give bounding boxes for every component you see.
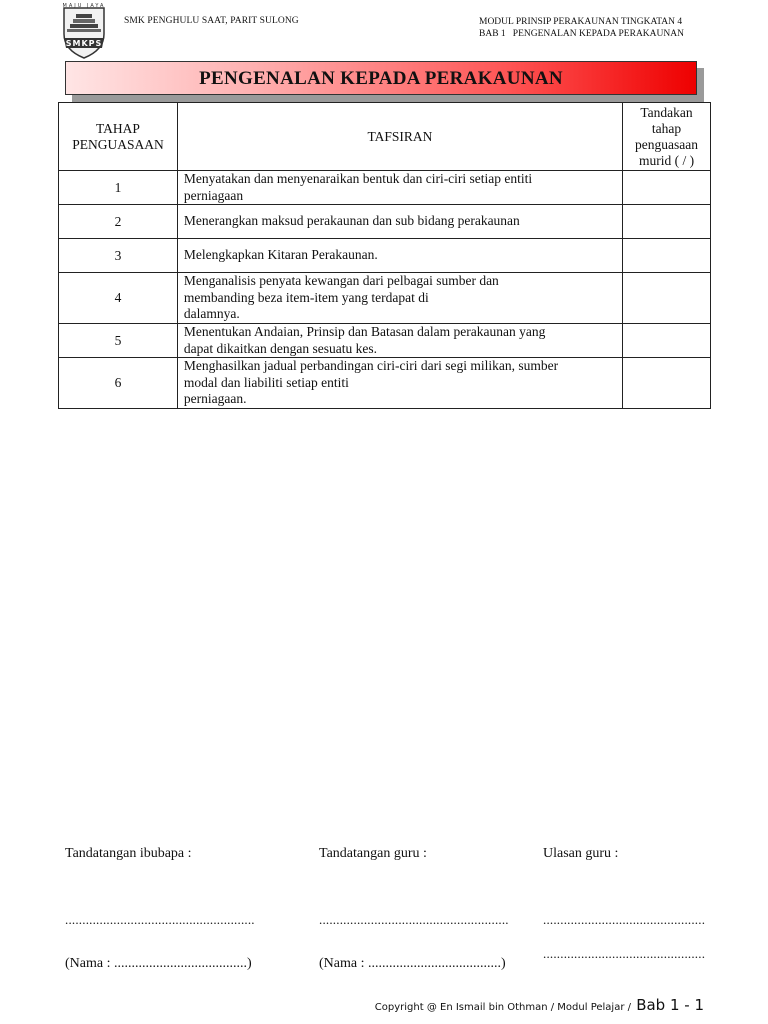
header-check-line1: Tandakan bbox=[640, 104, 693, 120]
description-cell bbox=[177, 273, 622, 324]
description-line: modal dan liabiliti setiap entiti bbox=[183, 374, 349, 390]
logo-lettering: SMKPS bbox=[65, 39, 103, 48]
description-cell bbox=[177, 171, 622, 205]
level-cell: 4 bbox=[59, 273, 178, 324]
header-level-line2: PENGUASAAN bbox=[72, 136, 164, 152]
level-cell: 6 bbox=[59, 358, 178, 409]
teacher-comment-label: Ulasan guru : bbox=[543, 846, 619, 861]
description-line: perniagaan bbox=[183, 187, 244, 203]
table-row bbox=[59, 324, 711, 358]
header-description: TAFSIRAN bbox=[177, 103, 622, 171]
table-header-row bbox=[59, 103, 711, 171]
teacher-signature-label: Tandatangan guru : bbox=[319, 846, 427, 861]
check-cell[interactable] bbox=[623, 358, 711, 409]
comment-line-1[interactable]: ............................................... bbox=[543, 912, 706, 927]
module-title: MODUL PRINSIP PERAKAUNAN TINGKATAN 4 bbox=[479, 17, 683, 27]
school-name: SMK PENGHULU SAAT, PARIT SULONG bbox=[124, 16, 299, 26]
description-line: Menganalisis penyata kewangan dari pelbagai sumber dan bbox=[183, 273, 499, 289]
header-check-line2: tahap bbox=[651, 120, 682, 136]
comment-line-2[interactable]: ............................................... bbox=[543, 946, 706, 961]
table-row bbox=[59, 239, 711, 273]
description-line: perniagaan. bbox=[183, 391, 247, 407]
header-check-line4: murid ( / ) bbox=[638, 152, 695, 168]
school-logo bbox=[58, 4, 110, 60]
title-banner bbox=[65, 61, 697, 95]
description-cell bbox=[177, 358, 622, 409]
description-line: Melengkapkan Kitaran Perakaunan. bbox=[183, 247, 378, 263]
logo-motto: MAJU JAYA bbox=[62, 3, 106, 9]
mastery-table bbox=[58, 102, 711, 409]
header-check-line3: penguasaan bbox=[635, 136, 698, 152]
description-cell bbox=[177, 239, 622, 273]
page-title: PENGENALAN KEPADA PERAKAUNAN bbox=[199, 68, 563, 89]
page-number: Bab 1 - 1 bbox=[636, 996, 704, 1014]
teacher-signature-line[interactable]: ....................................................... bbox=[319, 912, 509, 927]
check-cell[interactable] bbox=[623, 239, 711, 273]
teacher-name-field[interactable]: (Nama : ......................................) bbox=[319, 956, 506, 971]
parent-signature-label: Tandatangan ibubapa : bbox=[65, 846, 192, 861]
page-footer bbox=[375, 996, 704, 1014]
description-line: dapat dikaitkan dengan sesuatu kes. bbox=[183, 340, 377, 356]
table-row bbox=[59, 273, 711, 324]
table-row bbox=[59, 205, 711, 239]
copyright-text: Copyright @ En Ismail bin Othman / Modul Pelajar / bbox=[374, 1002, 631, 1013]
description-cell bbox=[177, 324, 622, 358]
level-cell: 3 bbox=[59, 239, 178, 273]
level-cell: 1 bbox=[59, 171, 178, 205]
header-level-line1: TAHAP bbox=[96, 120, 140, 136]
header-level bbox=[59, 103, 178, 171]
description-line: Menerangkan maksud perakaunan dan sub bidang perakaunan bbox=[183, 213, 520, 229]
chapter-title: BAB 1 PENGENALAN KEPADA PERAKAUNAN bbox=[479, 29, 684, 39]
description-line: Menyatakan dan menyenaraikan bentuk dan ciri-ciri setiap entiti bbox=[183, 171, 533, 186]
description-line: Menentukan Andaian, Prinsip dan Batasan dalam perakaunan yang bbox=[183, 324, 546, 339]
check-cell[interactable] bbox=[623, 324, 711, 358]
level-cell: 5 bbox=[59, 324, 178, 358]
description-line: dalamnya. bbox=[183, 306, 240, 322]
module-header bbox=[479, 16, 684, 40]
table-row bbox=[59, 358, 711, 409]
description-line: Menghasilkan jadual perbandingan ciri-ciri dari segi milikan, sumber bbox=[183, 358, 559, 374]
level-cell: 2 bbox=[59, 205, 178, 239]
parent-signature-line[interactable]: ....................................................... bbox=[65, 912, 255, 927]
header-checkmark bbox=[623, 103, 711, 171]
check-cell[interactable] bbox=[623, 171, 711, 205]
parent-name-field[interactable]: (Nama : ......................................) bbox=[65, 956, 252, 971]
description-line: membanding beza item-item yang terdapat di bbox=[183, 289, 429, 305]
check-cell[interactable] bbox=[623, 205, 711, 239]
table-row bbox=[59, 171, 711, 205]
description-cell bbox=[177, 205, 622, 239]
check-cell[interactable] bbox=[623, 273, 711, 324]
